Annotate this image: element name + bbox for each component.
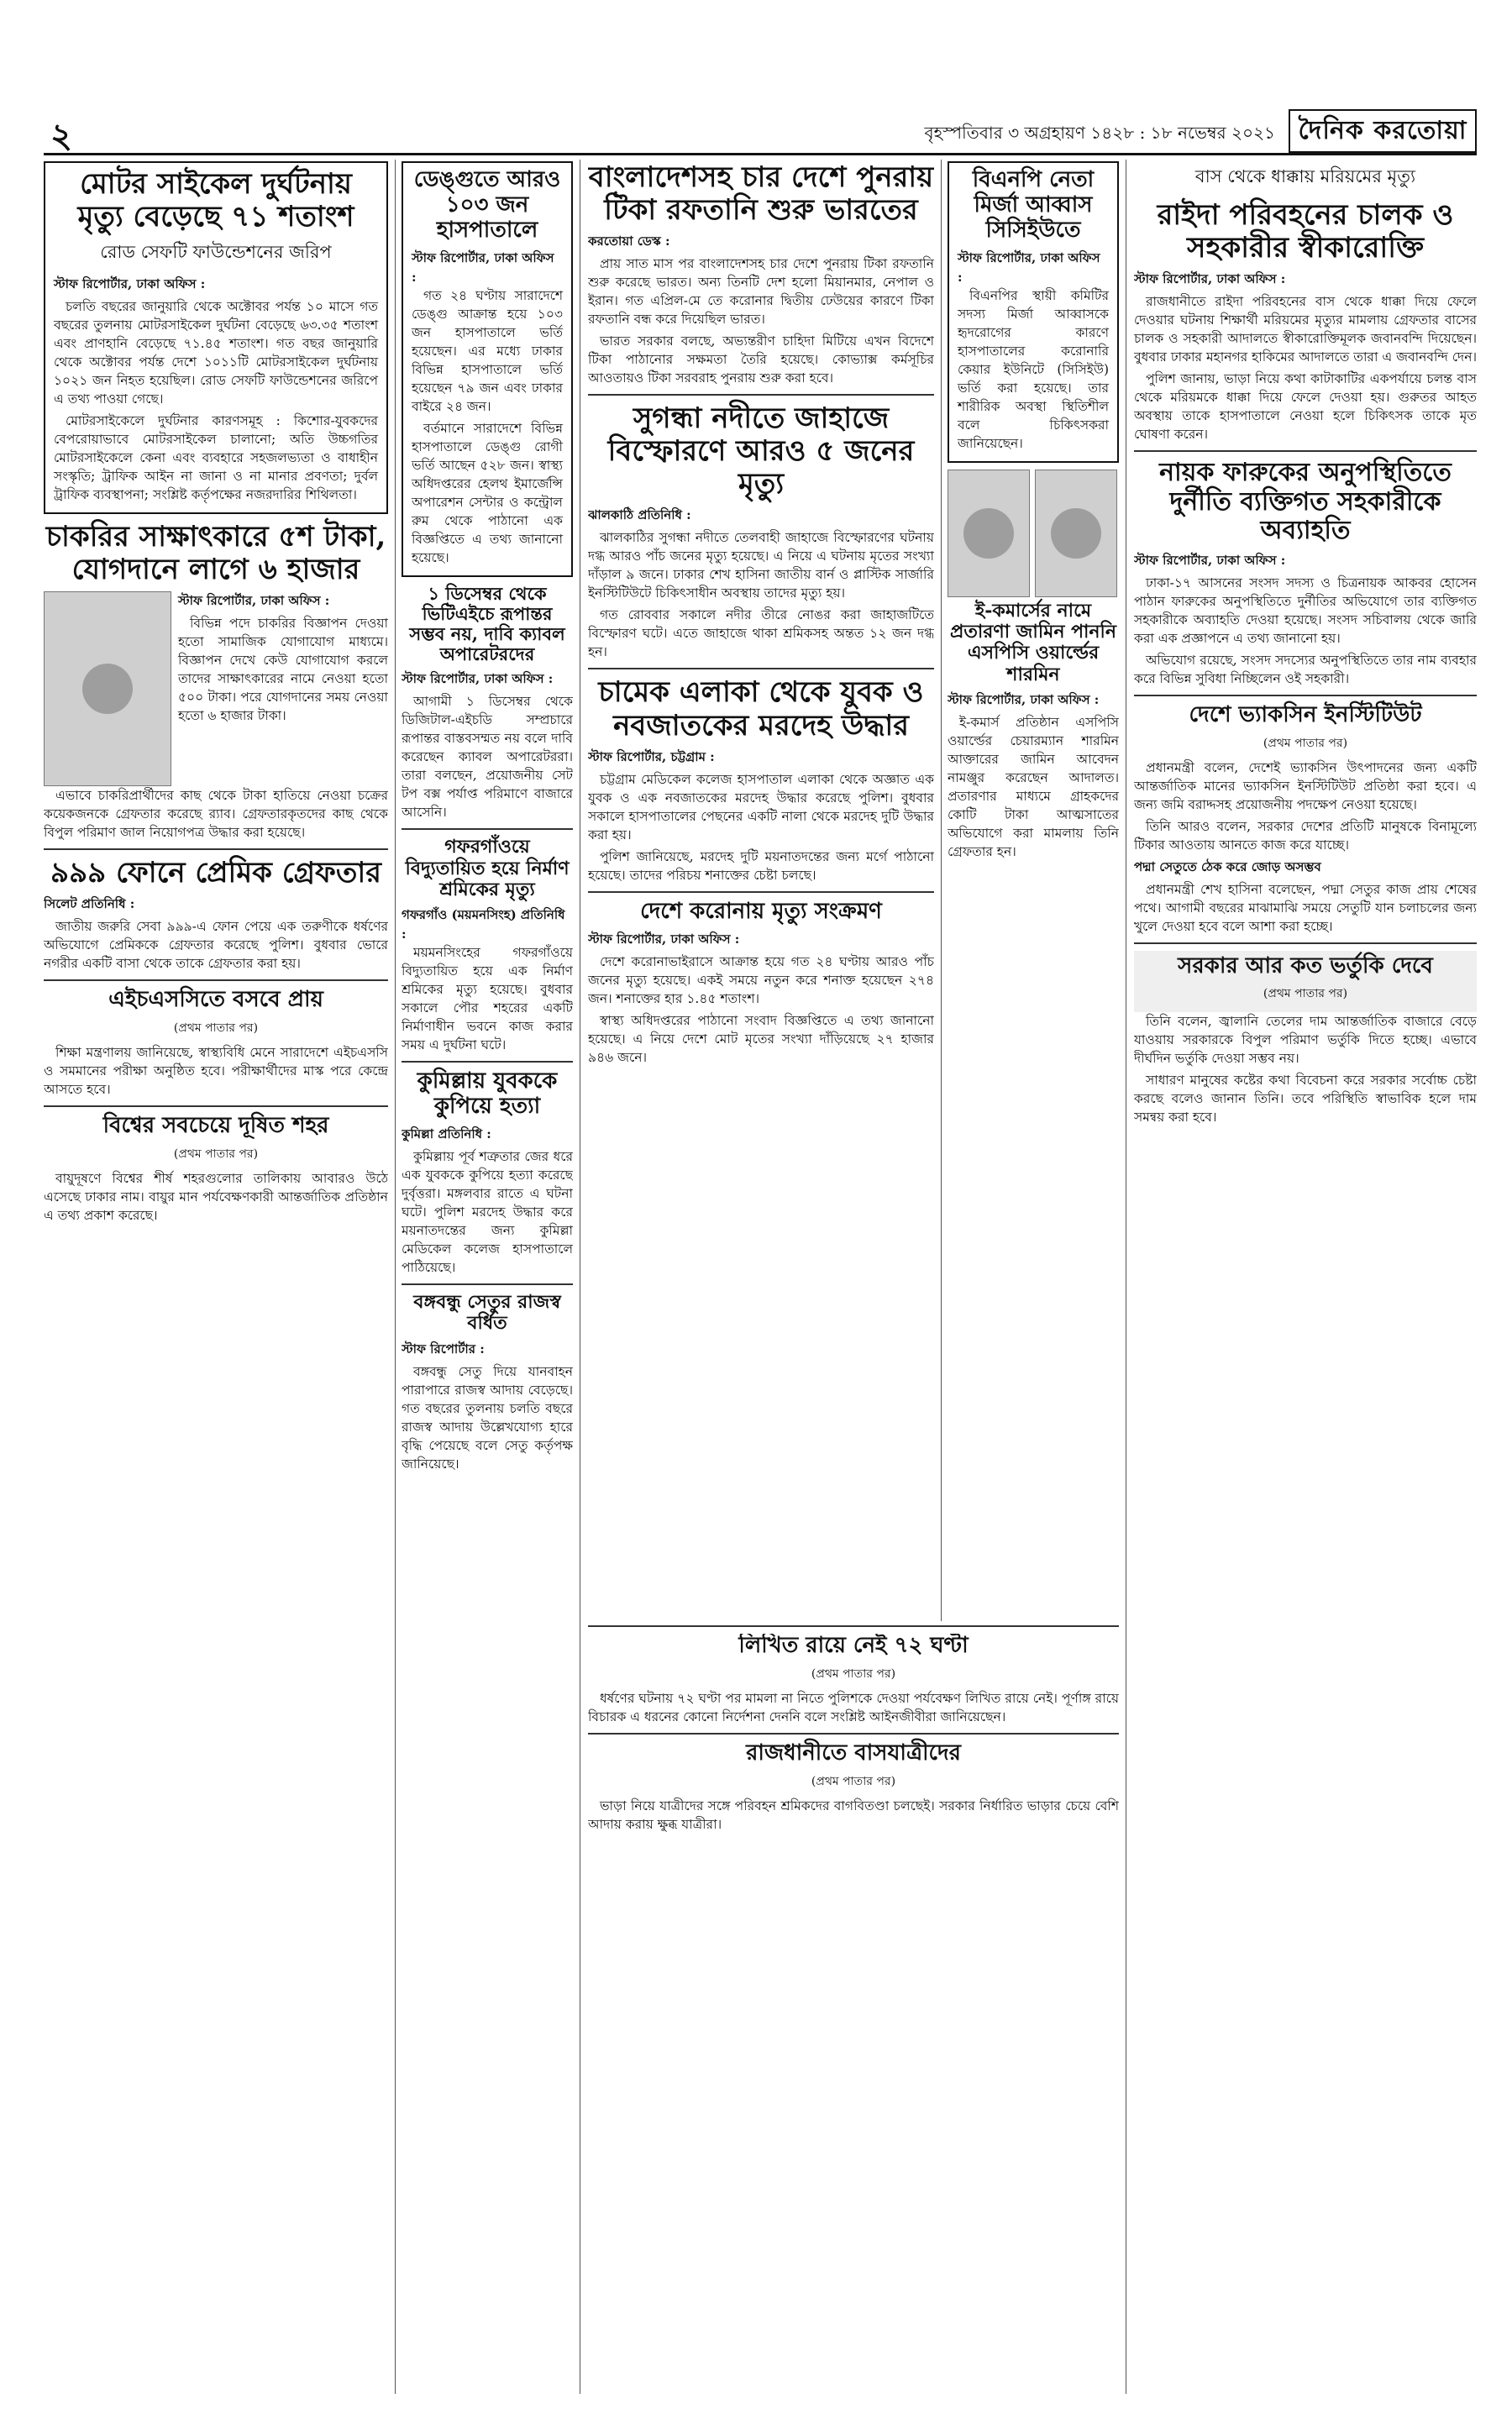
person-photo-icon bbox=[963, 508, 1014, 559]
paragraph: প্রধানমন্ত্রী বলেন, দেশেই ভ্যাকসিন উৎপাদনের জন্য একটি আন্তর্জাতিক মানের ভ্যাকসিন ইনস্টিটিউট প্রতিষ্ঠা করা হবে। এ জন্য জমি বরাদ্দসহ প্রয়োজনীয় পদক্ষেপ নেওয়া হয়েছে। bbox=[1134, 759, 1477, 812]
photo-woman bbox=[44, 591, 171, 786]
headline: চামেক এলাকা থেকে যুবক ও নবজাতকের মরদেহ উদ্ধার bbox=[598, 675, 924, 743]
article-written-verdict bbox=[588, 1634, 1119, 1726]
paragraph: বর্তমানে সারাদেশে বিভিন্ন হাসপাতালে ডেঙ্গু রোগী ভর্তি আছেন ৫২৮ জন। স্বাস্থ্য অধিদপ্তরের হেলথ ইমার্জেন্সি অপারেশন সেন্টার ও কন্ট্রোল রুম থেকে পাঠানো এক বিজ্ঞপ্তিতে এ তথ্য জানানো হয়েছে। bbox=[412, 420, 563, 565]
continued-label: (প্রথম পাতার পর) bbox=[1263, 736, 1348, 750]
byline: স্টাফ রিপোর্টার, ঢাকা অফিস : bbox=[958, 249, 1100, 285]
byline: স্টাফ রিপোর্টার, ঢাকা অফিস : bbox=[1134, 271, 1286, 287]
headline: বঙ্গবন্ধু সেতুর রাজস্ব বর্ধিত bbox=[413, 1290, 561, 1335]
photo-man bbox=[948, 470, 1030, 597]
headline: ডেঙ্গুতে আরও ১০৩ জন হাসপাতালে bbox=[413, 167, 561, 243]
section-rule bbox=[402, 828, 573, 830]
byline: স্টাফ রিপোর্টার, ঢাকা অফিস : bbox=[54, 276, 206, 292]
byline: স্টাফ রিপোর্টার : bbox=[402, 1341, 485, 1357]
article-government bbox=[1134, 951, 1477, 1013]
byline: স্টাফ রিপোর্টার, ঢাকা অফিস : bbox=[588, 931, 740, 947]
headline: ই-কমার্সের নামে প্রতারণা জামিন পাননি এসপিসি ওয়ার্ল্ডের শারমিন bbox=[950, 599, 1116, 685]
paragraph: পুলিশ জানিয়েছে, মরদেহ দুটি ময়নাতদন্তের জন্য মর্গে পাঠানো হয়েছে। তাদের পরিচয় শনাক্তের চেষ্টা চলছে। bbox=[588, 848, 934, 883]
byline: স্টাফ রিপোর্টার, ঢাকা অফিস : bbox=[178, 593, 330, 609]
continued-label: (প্রথম পাতার পর) bbox=[173, 1147, 259, 1162]
article-bangabandhu-bridge bbox=[402, 1292, 573, 1473]
byline: স্টাফ রিপোর্টার, ঢাকা অফিস : bbox=[402, 671, 554, 687]
headline: রাইদা পরিবহনের চালক ও সহকারীর স্বীকারোক্তি bbox=[1157, 198, 1454, 265]
paragraph: তিনি আরও বলেন, সরকার দেশের প্রতিটি মানুষকে বিনামূল্যে টিকার আওতায় আনতে কাজ করে যাচ্ছে। bbox=[1134, 818, 1477, 853]
headline: রাজধানীতে বাসযাত্রীদের bbox=[746, 1740, 961, 1766]
headline: দেশে ভ্যাকসিন ইনস্টিটিউট bbox=[1189, 701, 1422, 727]
section-rule bbox=[588, 394, 934, 396]
article-gafargaon bbox=[402, 837, 573, 1054]
byline: স্টাফ রিপোর্টার, ঢাকা অফিস : bbox=[948, 691, 1100, 707]
headline: বিশ্বের সবচেয়ে দূষিত শহর bbox=[102, 1113, 329, 1139]
article-comilla bbox=[402, 1069, 573, 1277]
article-dengue bbox=[402, 161, 573, 577]
section-rule bbox=[1134, 695, 1477, 696]
person-photo-icon bbox=[82, 664, 133, 714]
paragraph: বায়ুদূষণে বিশ্বের শীর্ষ শহরগুলোর তালিকায় আবারও উঠে এসেছে ঢাকার নাম। বায়ুর মান পর্যবেক্ষণকারী আন্তর্জাতিক প্রতিষ্ঠান এ তথ্য প্রকাশ করেছে। bbox=[44, 1171, 388, 1224]
headline: নায়ক ফারুকের অনুপস্থিতিতে দুর্নীতি ব্যক্তিগত সহকারীকে অব্যাহতি bbox=[1159, 458, 1452, 546]
article-dhamek bbox=[588, 676, 934, 884]
article-hsc bbox=[44, 988, 388, 1099]
paragraph: গত ২৪ ঘণ্টায় সারাদেশে ডেঙ্গু আক্রান্ত হয়ে ১০৩ জন হাসপাতালে ভর্তি হয়েছেন। এর মধ্যে ঢাকার বিভিন্ন হাসপাতালে ভর্তি হয়েছেন ৭৯ জন এবং ঢাকার বাইরে ২৪ জন। bbox=[412, 287, 563, 414]
byline: কুমিল্লা প্রতিনিধি : bbox=[402, 1126, 491, 1142]
paragraph: অভিযোগ রয়েছে, সংসদ সদস্যের অনুপস্থিতিতে তার নাম ব্যবহার করে বিভিন্ন সুবিধা নিচ্ছিলেন ওই সহকারী। bbox=[1134, 652, 1477, 686]
paragraph: প্রায় সাত মাস পর বাংলাদেশসহ চার দেশে পুনরায় টিকা রফতানি শুরু করেছে ভারত। অন্য তিনটি দেশ হলো মিয়ানমার, নেপাল ও ইরান। গত এপ্রিল-মে তে করোনার দ্বিতীয় ঢেউয়ের কারণে টিকা রফতানি বন্ধ করে দিয়েছিল ভারত। bbox=[588, 256, 934, 328]
paragraph: বঙ্গবন্ধু সেতু দিয়ে যানবাহন পারাপারে রাজস্ব আদায় বেড়েছে। গত বছরের তুলনায় চলতি বছরে রাজস্ব আদায় উল্লেখযোগ্য হারে বৃদ্ধি পেয়েছে বলে সেতু কর্তৃপক্ষ জানিয়েছে। bbox=[402, 1363, 573, 1472]
section-rule bbox=[1134, 942, 1477, 944]
article-sugandha bbox=[588, 402, 934, 661]
article-bnp-abbas bbox=[948, 161, 1119, 463]
section-rule bbox=[588, 1625, 1119, 1627]
paragraph: গত রোববার সকালে নদীর তীরে নোঙর করা জাহাজটিতে বিস্ফোরণ ঘটে। এতে জাহাজে থাকা শ্রমিকসহ অন্তত ১২ জন দগ্ধ হন। bbox=[588, 607, 934, 660]
article-raida bbox=[1134, 163, 1477, 443]
inline-headline: পদ্মা সেতুতে ঠেক করে জোড় অসম্ভব bbox=[1134, 858, 1321, 874]
headline: ১ ডিসেম্বর থেকে ভিটিএইচে রূপান্তর সম্ভব নয়, দাবি ক্যাবল অপারেটরদের bbox=[409, 582, 565, 665]
continued-label: (প্রথম পাতার পর) bbox=[811, 1666, 896, 1681]
photo-woman-2 bbox=[1035, 470, 1117, 597]
byline: গফরগাঁও (ময়মনসিংহ) প্রতিনিধি : bbox=[402, 907, 565, 942]
paragraph: বিভিন্ন পদে চাকরির বিজ্ঞাপন দেওয়া হতো সামাজিক যোগাযোগ মাধ্যমে। বিজ্ঞাপন দেখে কেউ যোগাযোগ করলে তাদের সাক্ষাৎকারের নামে নেওয়া হতো ৫০০ টাকা। পরে যোগদানের সময় নেওয়া হতো ৬ হাজার টাকা। bbox=[178, 616, 388, 724]
paragraph: সাধারণ মানুষের কষ্টের কথা বিবেচনা করে সরকার সর্বোচ্চ চেষ্টা করছে বলেও জানান তিনি। তবে পরিস্থিতি স্বাভাবিক হলে দাম সমন্বয় করা হবে। bbox=[1134, 1073, 1477, 1126]
paragraph: ভাড়া নিয়ে যাত্রীদের সঙ্গে পরিবহন শ্রমিকদের বাগবিতণ্ডা চলছেই। সরকার নির্ধারিত ভাড়ার চেয়ে বেশি আদায় করায় ক্ষুব্ধ যাত্রীরা। bbox=[588, 1798, 1119, 1832]
article-vaccine-export bbox=[588, 161, 934, 387]
article-polluted-city bbox=[44, 1114, 388, 1225]
section-rule bbox=[1134, 450, 1477, 452]
article-ecommerce bbox=[948, 601, 1119, 861]
paragraph: ভারত সরকার বলছে, অভ্যন্তরীণ চাহিদা মিটিয়ে এখন বিদেশে টিকা পাঠানোর সক্ষমতা তৈরি হয়েছে। কোভ্যাক্স কর্মসূচির আওতায়ও টিকা সরবরাহ পুনরায় শুরু করা হবে। bbox=[588, 333, 934, 386]
byline: স্টাফ রিপোর্টার, ঢাকা অফিস : bbox=[1134, 552, 1286, 568]
paragraph: ঝালকাঠির সুগন্ধা নদীতে তেলবাহী জাহাজে বিস্ফোরণের ঘটনায় দগ্ধ আরও পাঁচ জনের মৃত্যু হয়েছে। এ নিয়ে এ ঘটনায় মৃতের সংখ্যা দাঁড়াল ৯ জনে। ঢাকার শেখ হাসিনা জাতীয় বার্ন ও প্লাস্টিক সার্জারি ইনস্টিটিউটে চিকিৎসাধীন অবস্থায় তাদের মৃত্যু হয়। bbox=[588, 530, 934, 601]
paragraph: তিনি বলেন, জ্বালানি তেলের দাম আন্তর্জাতিক বাজারে বেড়ে যাওয়ায় সরকারকে বিপুল পরিমাণ ভর্তুকি দিতে হচ্ছে। এভাবে দীর্ঘদিন ভর্তুকি দেওয়া সম্ভব নয়। bbox=[1134, 1014, 1477, 1067]
kicker: বাস থেকে ধাক্কায় মরিয়মের মৃত্যু bbox=[1194, 166, 1416, 186]
continued-label: (প্রথম পাতার পর) bbox=[811, 1774, 896, 1788]
article-phone-arrest bbox=[44, 857, 388, 973]
paragraph: ময়মনসিংহের গফরগাঁওয়ে বিদ্যুতায়িত হয়ে এক নির্মাণ শ্রমিকের মৃত্যু হয়েছে। বুধবার সকালে পৌর শহরের একটি নির্মাণাধীন ভবনে কাজ করার সময় এ দুর্ঘটনা ঘটে। bbox=[402, 945, 573, 1053]
photo-row bbox=[948, 470, 1119, 597]
article-rajdhani-bus bbox=[588, 1741, 1119, 1834]
article-corona-death bbox=[588, 900, 934, 1067]
byline: সিলেট প্রতিনিধি : bbox=[44, 896, 135, 912]
column-center-lower bbox=[588, 1634, 1119, 2390]
article-nayok-faruk bbox=[1134, 459, 1477, 688]
paragraph: জাতীয় জরুরি সেবা ৯৯৯-এ ফোন পেয়ে এক তরুণীকে ধর্ষণের অভিযোগে প্রেমিককে গ্রেফতার করেছে পুলিশ। বুধবার ভোরে নগরীর একটি বাসা থেকে তাকে গ্রেফতার করা হয়। bbox=[44, 919, 388, 972]
section-rule bbox=[44, 979, 388, 981]
section-rule bbox=[402, 1061, 573, 1063]
byline: স্টাফ রিপোর্টার, চট্টগ্রাম : bbox=[588, 748, 715, 764]
paragraph: চট্টগ্রাম মেডিকেল কলেজ হাসপাতাল এলাকা থেকে অজ্ঞাত এক যুবক ও এক নবজাতকের মরদেহ উদ্ধার করেছে পুলিশ। বুধবার সকালে হাসপাতালের পেছনের একটি নালা থেকে মরদেহ দুটি উদ্ধার করা হয়। bbox=[588, 771, 934, 842]
paragraph: ঢাকা-১৭ আসনের সংসদ সদস্য ও চিত্রনায়ক আকবর হোসেন পাঠান ফারুকের অনুপস্থিতিতে দুর্নীতির অভিযোগে তার ব্যক্তিগত সহকারীকে অব্যাহতি দেওয়া হয়েছে। সংসদ সচিবালয় থেকে জারি করা এক প্রজ্ঞাপনে এ তথ্য জানানো হয়। bbox=[1134, 575, 1477, 646]
paragraph: দেশে করোনাভাইরাসে আক্রান্ত হয়ে গত ২৪ ঘণ্টায় আরও পাঁচ জনের মৃত্যু হয়েছে। একই সময়ে নতুন করে শনাক্ত হয়েছেন ২৭৪ জন। শনাক্তের হার ১.৪৫ শতাংশ। bbox=[588, 953, 934, 1006]
section-rule bbox=[44, 1105, 388, 1107]
headline: সরকার আর কত ভর্তুকি দেবে bbox=[1178, 953, 1433, 979]
masthead bbox=[44, 109, 1477, 155]
column-right-narrow bbox=[948, 161, 1119, 1619]
paragraph: চলতি বছরের জানুয়ারি থেকে অক্টোবর পর্যন্ত ১০ মাসে গত বছরের তুলনায় মোটরসাইকেল দুর্ঘটনা বেড়েছে ৬৩.৩৫ শতাংশ এবং প্রাণহানি বেড়েছে ৭১.৪৫ শতাংশ। গত বছর জানুয়ারি থেকে অক্টোবর পর্যন্ত দেশে ১০১১টি মোটরসাইকেল দুর্ঘটনায় ১০২১ জন নিহত হয়েছিল। রোড সেফটি ফাউন্ডেশনের জরিপে এ তথ্য পাওয়া গেছে। bbox=[54, 299, 378, 407]
paragraph: বিএনপির স্থায়ী কমিটির সদস্য মির্জা আব্বাসকে হৃদরোগের কারণে হাসপাতালের করোনারি কেয়ার ইউনিটে (সিসিইউ) ভর্তি করা হয়েছে। তার শারীরিক অবস্থা স্থিতিশীল বলে চিকিৎসকরা জানিয়েছেন। bbox=[958, 287, 1109, 451]
column-rule bbox=[941, 160, 942, 1621]
headline: ৯৯৯ ফোনে প্রেমিক গ্রেফতার bbox=[50, 856, 381, 890]
paragraph: ধর্ষণের ঘটনায় ৭২ ঘণ্টা পর মামলা না নিতে পুলিশকে দেওয়া পর্যবেক্ষণ লিখিত রায়ে নেই। পূর্ণাঙ্গ রায়ে বিচারক এ ধরনের কোনো নির্দেশনা দেননি বলে সংশ্লিষ্ট আইনজীবীরা জানিয়েছেন। bbox=[588, 1690, 1119, 1724]
column-right bbox=[1134, 161, 1477, 2391]
headline: দেশে করোনায় মৃত্যু সংক্রমণ bbox=[640, 898, 882, 924]
column-rule bbox=[395, 160, 396, 2394]
paragraph: ই-কমার্স প্রতিষ্ঠান এসপিসি ওয়ার্ল্ডের চেয়ারম্যান শারমিন আক্তারের জামিন আবেদন নামঞ্জুর করেছেন আদালত। প্রতারণার মাধ্যমে গ্রাহকদের কোটি টাকা আত্মসাতের অভিযোগে করা মামলায় তিনি গ্রেফতার হন। bbox=[948, 714, 1119, 859]
paragraph: পুলিশ জানায়, ভাড়া নিয়ে কথা কাটাকাটির একপর্যায়ে চলন্ত বাস থেকে মরিয়মকে ধাক্কা দিয়ে ফেলে দেওয়া হয়। গুরুতর আহত অবস্থায় তাকে হাসপাতালে নেওয়া হলে চিকিৎসক তাকে মৃত ঘোষণা করেন। bbox=[1134, 371, 1477, 443]
person-photo-icon bbox=[1051, 508, 1101, 559]
article-ctscan bbox=[402, 584, 573, 822]
headline: বাংলাদেশসহ চার দেশে পুনরায় টিকা রফতানি শুরু ভারতের bbox=[588, 161, 934, 228]
continued-label: (প্রথম পাতার পর) bbox=[1263, 987, 1348, 1001]
headline: বিএনপি নেতা মির্জা আব্বাস সিসিইউতে bbox=[972, 167, 1095, 243]
headline: গফরগাঁওয়ে বিদ্যুতায়িত হয়ে নির্মাণ শ্রমিকের মৃত্যু bbox=[405, 836, 570, 900]
paragraph: শিক্ষা মন্ত্রণালয় জানিয়েছে, স্বাস্থ্যবিধি মেনে সারাদেশে এইচএসসি ও সমমানের পরীক্ষা অনুষ্ঠিত হবে। পরীক্ষার্থীদের মাস্ক পরে কেন্দ্রে আসতে হবে। bbox=[44, 1045, 388, 1098]
headline: এইচএসসিতে বসবে প্রায় bbox=[108, 987, 323, 1013]
article-job-bribe bbox=[44, 521, 388, 842]
article-vaccine-institute bbox=[1134, 703, 1477, 854]
date-line: বৃহস্পতিবার ৩ অগ্রহায়ণ ১৪২৮ : ১৮ নভেম্বর ২০২১ bbox=[924, 123, 1275, 143]
headline: লিখিত রায়ে নেই ৭২ ঘণ্টা bbox=[738, 1634, 969, 1658]
continued-label: (প্রথম পাতার পর) bbox=[173, 1021, 259, 1036]
paragraph: প্রধানমন্ত্রী শেখ হাসিনা বলেছেন, পদ্মা সেতুর কাজ প্রায় শেষের পথে। আগামী বছরের মাঝামাঝি সময়ে সেতুটি যান চলাচলের জন্য খুলে দেওয়া হবে বলে আশা করা হচ্ছে। bbox=[1134, 881, 1477, 934]
headline: চাকরির সাক্ষাৎকারে ৫শ টাকা, যোগদানে লাগে ৬ হাজার bbox=[45, 520, 386, 587]
section-rule bbox=[588, 891, 934, 893]
section-rule bbox=[588, 1733, 1119, 1735]
byline: স্টাফ রিপোর্টার, ঢাকা অফিস : bbox=[412, 249, 554, 285]
column-left bbox=[44, 161, 388, 2391]
paragraph: স্বাস্থ্য অধিদপ্তরের পাঠানো সংবাদ বিজ্ঞপ্তিতে এ তথ্য জানানো হয়েছে। এ নিয়ে দেশে মোট মৃতের সংখ্যা দাঁড়িয়েছে ২৭ হাজার ৯৪৬ জনে। bbox=[588, 1012, 934, 1065]
paragraph: আগামী ১ ডিসেম্বর থেকে ডিজিটাল-এইচডি সম্প্রচারে রূপান্তর বাস্তবসম্মত নয় বলে দাবি করেছেন ক্যাবল অপারেটররা। তারা বলছেন, প্রয়োজনীয় সেট টপ বক্স পর্যাপ্ত পরিমাণে বাজারে আসেনি। bbox=[402, 694, 573, 821]
article-motorcycle bbox=[44, 161, 388, 514]
newspaper-logo: দৈনিক করতোয়া bbox=[1289, 109, 1477, 153]
byline: করতোয়া ডেস্ক : bbox=[588, 234, 670, 249]
paragraph: এভাবে চাকরিপ্রার্থীদের কাছ থেকে টাকা হাতিয়ে নেওয়া চক্রের কয়েকজনকে গ্রেফতার করেছে র‌্যাব। গ্রেফতারকৃতদের কাছ থেকে বিপুল পরিমাণ জাল নিয়োগপত্র উদ্ধার করা হয়েছে। bbox=[44, 788, 388, 841]
headline: সুগন্ধা নদীতে জাহাজে বিস্ফোরণে আরও ৫ জনের মৃত্যু bbox=[607, 402, 915, 501]
column-narrow bbox=[402, 161, 573, 2391]
headline: কুমিল্লায় যুবককে কুপিয়ে হত্যা bbox=[417, 1068, 558, 1120]
byline: ঝালকাঠি প্রতিনিধি : bbox=[588, 507, 691, 523]
headline: মোটর সাইকেল দুর্ঘটনায় মৃত্যু বেড়েছে ৭১ শতাংশ bbox=[77, 167, 354, 234]
section-rule bbox=[44, 848, 388, 850]
page-number: ২ bbox=[50, 116, 73, 155]
column-center bbox=[588, 161, 934, 1619]
paragraph: মোটরসাইকেলে দুর্ঘটনার কারণসমূহ : কিশোর-যুবকদের বেপরোয়াভাবে মোটরসাইকেল চালানো; অতি উচ্চগতির মোটরসাইকেলে কেনা এবং ব্যবহারে সহজলভ্যতা ও বাধাহীন সংস্কৃতি; ট্রাফিক আইন না জানা ও না মানার প্রবণতা; দুর্বল ট্রাফিক ব্যবস্থাপনা; সংশ্লিষ্ট কর্তৃপক্ষের নজরদারির শিথিলতা। bbox=[54, 413, 378, 503]
article-padma-bridge bbox=[1134, 858, 1477, 936]
subhead: রোড সেফটি ফাউন্ডেশনের জরিপ bbox=[100, 242, 332, 263]
section-rule bbox=[588, 668, 934, 669]
paragraph: রাজধানীতে রাইদা পরিবহনের বাস থেকে ধাক্কা দিয়ে ফেলে দেওয়ার ঘটনায় শিক্ষার্থী মরিয়মের মৃত্যুর মামলায় গ্রেফতার বাসের চালক ও সহকারী আদালতে স্বীকারোক্তিমূলক জবানবন্দি দিয়েছেন। বুধবার ঢাকার মহানগর হাকিমের আদালতে তারা এ জবানবন্দি দেন। bbox=[1134, 294, 1477, 365]
section-rule bbox=[402, 1283, 573, 1285]
paragraph: কুমিল্লায় পূর্ব শত্রুতার জের ধরে এক যুবককে কুপিয়ে হত্যা করেছে দুর্বৃত্তরা। মঙ্গলবার রাতে এ ঘটনা ঘটে। পুলিশ মরদেহ উদ্ধার করে ময়নাতদন্তের জন্য কুমিল্লা মেডিকেল কলেজ হাসপাতালে পাঠিয়েছে। bbox=[402, 1148, 573, 1275]
